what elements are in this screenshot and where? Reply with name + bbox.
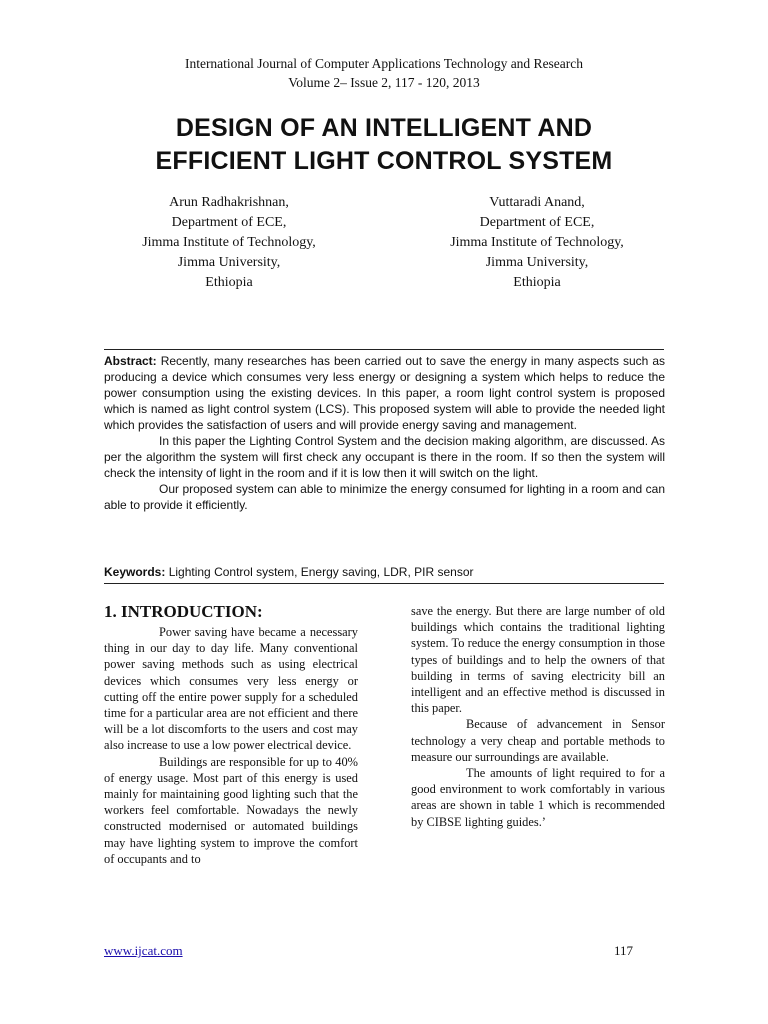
journal-website-link[interactable]: www.ijcat.com bbox=[104, 943, 183, 958]
paper-title bbox=[0, 112, 768, 178]
journal-name: International Journal of Computer Applications Technology and Research bbox=[184, 56, 584, 71]
author-1 bbox=[79, 193, 379, 293]
title-line-2: EFFICIENT LIGHT CONTROL SYSTEM bbox=[155, 147, 613, 175]
abstract-bottom-rule bbox=[104, 583, 664, 584]
intro-paragraph-4: The amounts of light required to for a good environment to work comfortably in various areas are shown in table 1 which is recommended by CIBSE lighting guides.’ bbox=[411, 766, 665, 829]
author-country: Ethiopia bbox=[513, 275, 561, 290]
author-university: Jimma University, bbox=[177, 255, 281, 270]
abstract-top-rule bbox=[104, 349, 664, 350]
author-2 bbox=[387, 193, 687, 293]
volume-info: Volume 2– Issue 2, 117 - 120, 2013 bbox=[288, 75, 480, 90]
abstract-text-1: Recently, many researches has been carried out to save the energy in many aspects such as producing a device which consumes very less energy or designing a system which helps to reduce the power consumption using the existing devices. In this paper, a room light control system is proposed which is named as light control system (LCS). This proposed system will able to provide the needed light which provides the satisfaction of users and will provide energy saving and management. bbox=[104, 354, 665, 432]
abstract-paragraph-3: Our proposed system can able to minimize the energy consumed for lighting in a room and can able to provide it efficiently. bbox=[104, 482, 665, 512]
intro-paragraph-3: Because of advancement in Sensor technology a very cheap and portable methods to measure our surroundings are available. bbox=[411, 717, 665, 764]
author-country: Ethiopia bbox=[205, 275, 253, 290]
section-heading-introduction: 1. INTRODUCTION: bbox=[104, 602, 263, 621]
keywords-line bbox=[104, 564, 474, 580]
author-institute: Jimma Institute of Technology, bbox=[450, 235, 624, 250]
author-university: Jimma University, bbox=[485, 255, 589, 270]
abstract-paragraph-1 bbox=[104, 353, 665, 433]
author-department: Department of ECE, bbox=[171, 215, 287, 230]
author-department: Department of ECE, bbox=[479, 215, 595, 230]
title-line-1: DESIGN OF AN INTELLIGENT AND bbox=[175, 114, 593, 142]
intro-paragraph-2: Buildings are responsible for up to 40% of energy usage. Most part of this energy is used mainly for maintaining good lighting such that the workers feel comfortable. Nowadays the newly constructed modernised or automated buildings may have lighting system to improve the comfort of occupants and to bbox=[104, 754, 358, 866]
intro-continuation: save the energy. But there are large number of old buildings which contains the traditional lighting system. To reduce the energy consumption in those types of buildings and to help the owners of that building in terms of saving electricity bill an intelligent and an effective method is discussed in this paper. bbox=[411, 604, 665, 716]
abstract-section bbox=[104, 353, 665, 513]
right-column bbox=[411, 603, 665, 830]
keywords-label: Keywords: bbox=[104, 565, 166, 579]
intro-paragraph-1: Power saving have became a necessary thing in our day to day life. Many conventional power saving methods such as using electrical devices which consumes very less energy or cutting off the entire power supply for a scheduled time for a particular area are not efficient and there will be a lot discomforts to the users and cost may also increase to use a low power electrical device. bbox=[104, 625, 358, 753]
page-number: 117 bbox=[614, 943, 634, 958]
keywords-text: Lighting Control system, Energy saving, LDR, PIR sensor bbox=[165, 565, 474, 579]
author-institute: Jimma Institute of Technology, bbox=[142, 235, 316, 250]
abstract-paragraph-2: In this paper the Lighting Control System and the decision making algorithm, are discussed. As per the algorithm the system will first check any occupant is there in the room. If so then the system will check the intensity of light in the room and if it is low then it will switch on the light. bbox=[104, 434, 665, 480]
author-name: Arun Radhakrishnan, bbox=[169, 195, 289, 210]
left-column bbox=[104, 624, 358, 867]
abstract-label: Abstract: bbox=[104, 354, 157, 368]
author-name: Vuttaradi Anand, bbox=[489, 195, 585, 210]
